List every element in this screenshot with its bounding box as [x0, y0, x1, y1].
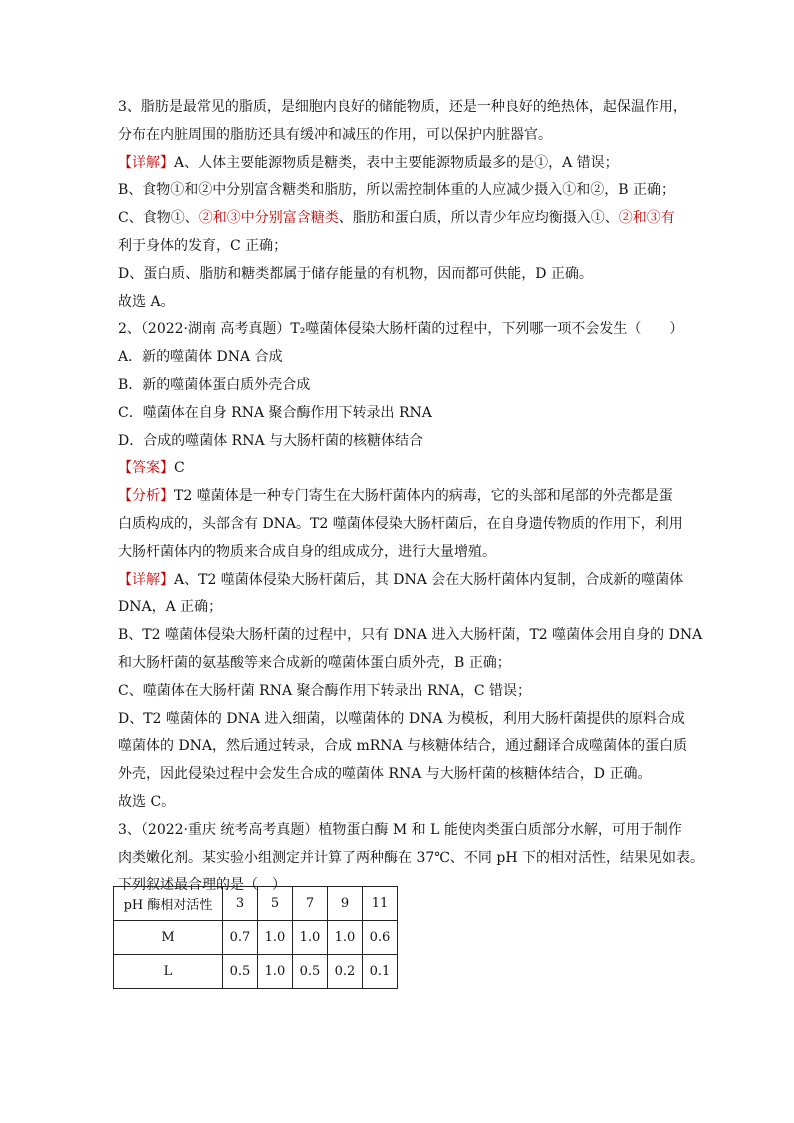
text-line — [118, 789, 680, 817]
table-col-header: 3 — [223, 887, 258, 921]
text-segment: 利于身体的发育，C 正确； — [118, 237, 288, 254]
text-line — [118, 817, 680, 845]
highlighted-text: ②和③有 — [618, 210, 675, 227]
table-row — [114, 955, 398, 989]
text-line — [118, 455, 680, 483]
text-segment: 下列叙述最合理的是（ ） — [118, 877, 286, 894]
text-segment: C — [174, 460, 185, 477]
text-line — [118, 289, 680, 317]
text-line — [118, 400, 680, 428]
text-line — [118, 845, 704, 873]
table-cell: 1.0 — [293, 921, 328, 955]
text-segment: 和大肠杆菌的氨基酸等来合成新的噬菌体蛋白质外壳，B 正确； — [118, 654, 511, 671]
highlighted-text: ②和③中分别富含糖类 — [198, 210, 339, 227]
text-line — [118, 650, 680, 678]
table-cell: 0.6 — [363, 921, 398, 955]
text-segment: DNA，A 正确； — [118, 599, 223, 616]
text-line — [118, 233, 680, 261]
document-body — [118, 94, 704, 900]
text-line — [118, 372, 680, 400]
text-segment: 分布在内脏周围的脂肪还具有缓冲和减压的作用，可以保护内脏器官。 — [118, 126, 552, 143]
table-col-header: 5 — [258, 887, 293, 921]
text-segment: 3、（2022·重庆 统考高考真题）植物蛋白酶 M 和 L 能使肉类蛋白质部分水解，可用于制作 — [118, 821, 682, 838]
text-segment: C．噬菌体在自身 RNA 聚合酶作用下转录出 RNA — [118, 404, 432, 421]
table-cell: 0.2 — [328, 955, 363, 989]
table-row — [114, 921, 398, 955]
text-line — [118, 706, 685, 734]
text-segment: B、食物①和②中分别富含糖类和脂肪，所以需控制体重的人应减少摄入①和②，B 正确； — [118, 182, 676, 199]
text-segment: B、T2 噬菌体侵染大肠杆菌的过程中，只有 DNA 进入大肠杆菌，T2 噬菌体会用自身的 DNA — [118, 627, 703, 644]
text-line — [118, 150, 680, 178]
text-segment: 噬菌体的 DNA，然后通过转录，合成 mRNA 与核糖体结合，通过翻译合成噬菌体的蛋白质 — [118, 738, 688, 755]
table-header-row — [114, 887, 398, 921]
table-col-header: 11 — [363, 887, 398, 921]
table-cell: 0.5 — [223, 955, 258, 989]
text-segment: A、T2 噬菌体侵染大肠杆菌后，其 DNA 会在大肠杆菌体内复制，合成新的噬菌体 — [174, 571, 684, 588]
text-line — [118, 122, 680, 150]
text-line — [118, 539, 680, 567]
section-tag: 【分析】 — [118, 488, 174, 505]
text-segment: 大肠杆菌体内的物质来合成自身的组成成分，进行大量增殖。 — [118, 543, 496, 560]
text-segment: T2 噬菌体是一种专门寄生在大肠杆菌体内的病毒，它的头部和尾部的外壳都是蛋 — [174, 488, 673, 505]
table-cell: 0.7 — [223, 921, 258, 955]
text-segment: B．新的噬菌体蛋白质外壳合成 — [118, 376, 311, 393]
text-line — [118, 622, 703, 650]
text-line — [118, 511, 683, 539]
table-row-label: L — [114, 955, 223, 989]
enzyme-activity-table — [113, 886, 398, 989]
text-segment: 外壳，因此侵染过程中会发生合成的噬菌体 RNA 与大肠杆菌的核糖体结合，D 正确。 — [118, 766, 652, 783]
text-line — [118, 567, 684, 595]
text-segment: 故选 C。 — [118, 793, 176, 810]
text-line — [118, 428, 680, 456]
text-line — [118, 678, 680, 706]
section-tag: 【详解】 — [118, 571, 174, 588]
text-line — [118, 177, 680, 205]
table-cell: 0.5 — [293, 955, 328, 989]
text-line — [118, 761, 680, 789]
text-segment: C、噬菌体在大肠杆菌 RNA 聚合酶作用下转录出 RNA，C 错误； — [118, 682, 532, 699]
text-segment: 3、脂肪是最常见的脂质，是细胞内良好的储能物质，还是一种良好的绝热体，起保温作用， — [118, 99, 687, 115]
section-tag: 【详解】 — [118, 154, 174, 171]
text-line — [118, 261, 680, 289]
table-cell: 1.0 — [258, 955, 293, 989]
text-segment: 2、（2022·湖南 高考真题）T₂噬菌体侵染大肠杆菌的过程中，下列哪一项不会发生（ ） — [118, 321, 684, 338]
text-segment: D、蛋白质、脂肪和糖类都属于储存能量的有机物，因而都可供能，D 正确。 — [118, 265, 593, 282]
table-header-cell: pH 酶相对活性 — [114, 887, 223, 921]
text-segment: 、脂肪和蛋白质，所以青少年应均衡摄入①、 — [338, 210, 619, 227]
text-segment: D、T2 噬菌体的 DNA 进入细菌，以噬菌体的 DNA 为模板，利用大肠杆菌提供的原料合成 — [118, 710, 685, 727]
text-line — [118, 733, 688, 761]
text-segment: A．新的噬菌体 DNA 合成 — [118, 349, 283, 366]
table-col-header: 7 — [293, 887, 328, 921]
text-segment: 故选 A。 — [118, 293, 175, 310]
text-segment: A、人体主要能源物质是糖类，表中主要能源物质最多的是①，A 错误； — [174, 154, 619, 171]
text-line — [118, 94, 687, 122]
section-tag: 【答案】 — [118, 460, 174, 477]
text-line — [118, 344, 680, 372]
text-segment: 肉类嫩化剂。某实验小组测定并计算了两种酶在 37℃、不同 pH 下的相对活性，结果见如表。 — [118, 849, 704, 866]
text-line — [118, 594, 680, 622]
text-segment: D．合成的噬菌体 RNA 与大肠杆菌的核糖体结合 — [118, 432, 424, 449]
table-col-header: 9 — [328, 887, 363, 921]
text-line — [118, 483, 680, 511]
table-cell: 0.1 — [363, 955, 398, 989]
text-segment: C、食物①、 — [118, 210, 199, 227]
table-cell: 1.0 — [258, 921, 293, 955]
table-cell: 1.0 — [328, 921, 363, 955]
text-line — [118, 316, 684, 344]
text-line — [118, 205, 680, 233]
table-row-label: M — [114, 921, 223, 955]
text-segment: 白质构成的，头部含有 DNA。T2 噬菌体侵染大肠杆菌后，在自身遗传物质的作用下，利用 — [118, 515, 683, 532]
